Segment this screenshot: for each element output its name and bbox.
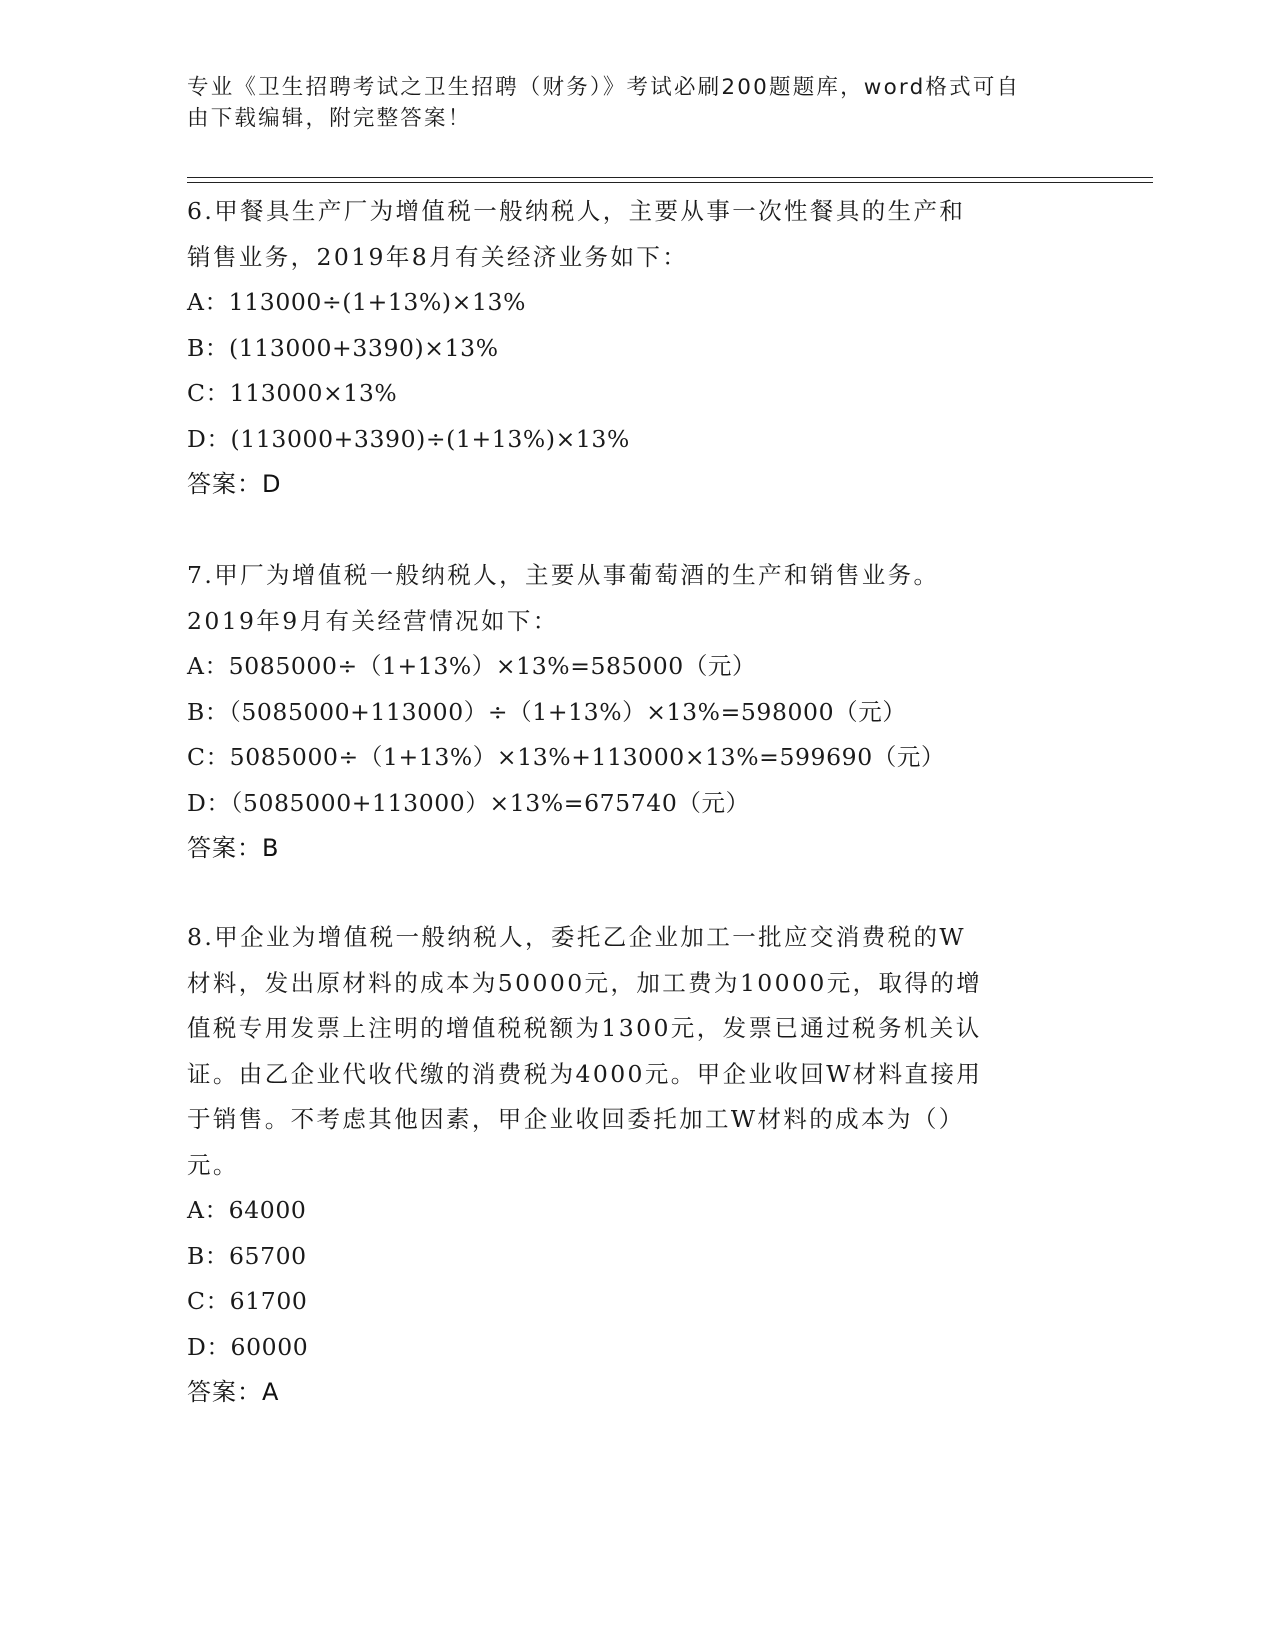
question-7	[187, 553, 1087, 872]
option-c: C：5085000÷（1+13%）×13%+113000×13%=599690（元）	[187, 743, 946, 771]
option-a: A：113000÷(1+13%)×13%	[187, 288, 527, 316]
answer-label: 答案：B	[187, 834, 280, 862]
answer-label: 答案：D	[187, 470, 282, 498]
option-a: A：64000	[187, 1196, 307, 1224]
option-b: B：（5085000+113000）÷（1+13%）×13%=598000（元）	[187, 697, 907, 726]
answer-label: 答案：A	[187, 1378, 280, 1406]
question-stem-line: 6.甲餐具生产厂为增值税一般纳税人，主要从事一次性餐具的生产和	[187, 197, 966, 225]
option-d: D：(113000+3390)÷(1+13%)×13%	[187, 424, 630, 453]
question-stem-line: 于销售。不考虑其他因素，甲企业收回委托加工W材料的成本为（）	[187, 1105, 965, 1133]
header-line-1: 专业《卫生招聘考试之卫生招聘（财务）》考试必刷200题题库，word格式可自	[187, 75, 1021, 100]
question-stem-line: 材料，发出原材料的成本为50000元，加工费为10000元，取得的增	[187, 968, 983, 997]
question-stem-line: 2019年9月有关经营情况如下：	[187, 606, 559, 635]
question-stem-line: 销售业务，2019年8月有关经济业务如下：	[187, 242, 689, 271]
question-stem-line: 值税专用发票上注明的增值税税额为1300元，发票已通过税务机关认	[187, 1014, 982, 1042]
option-c: C：113000×13%	[187, 379, 398, 407]
option-c: C：61700	[187, 1287, 308, 1315]
question-stem-line: 7.甲厂为增值税一般纳税人，主要从事葡萄酒的生产和销售业务。	[187, 561, 940, 589]
question-8	[187, 915, 1087, 1416]
question-stem-line: 8.甲企业为增值税一般纳税人，委托乙企业加工一批应交消费税的W	[187, 923, 966, 951]
option-a: A：5085000÷（1+13%）×13%=585000（元）	[187, 652, 757, 680]
option-b: B：(113000+3390)×13%	[187, 333, 499, 362]
option-d: D：60000	[187, 1332, 309, 1361]
question-stem-line: 证。由乙企业代收代缴的消费税为4000元。甲企业收回W材料直接用	[187, 1059, 983, 1088]
question-stem-line: 元。	[187, 1150, 239, 1179]
page-header	[187, 72, 1067, 134]
option-b: B：65700	[187, 1241, 307, 1270]
header-divider-top	[187, 177, 1153, 178]
question-6	[187, 189, 1087, 508]
header-divider-bottom	[187, 182, 1153, 183]
option-d: D：（5085000+113000）×13%=675740（元）	[187, 788, 750, 817]
header-line-2: 由下载编辑，附完整答案！	[187, 106, 472, 131]
